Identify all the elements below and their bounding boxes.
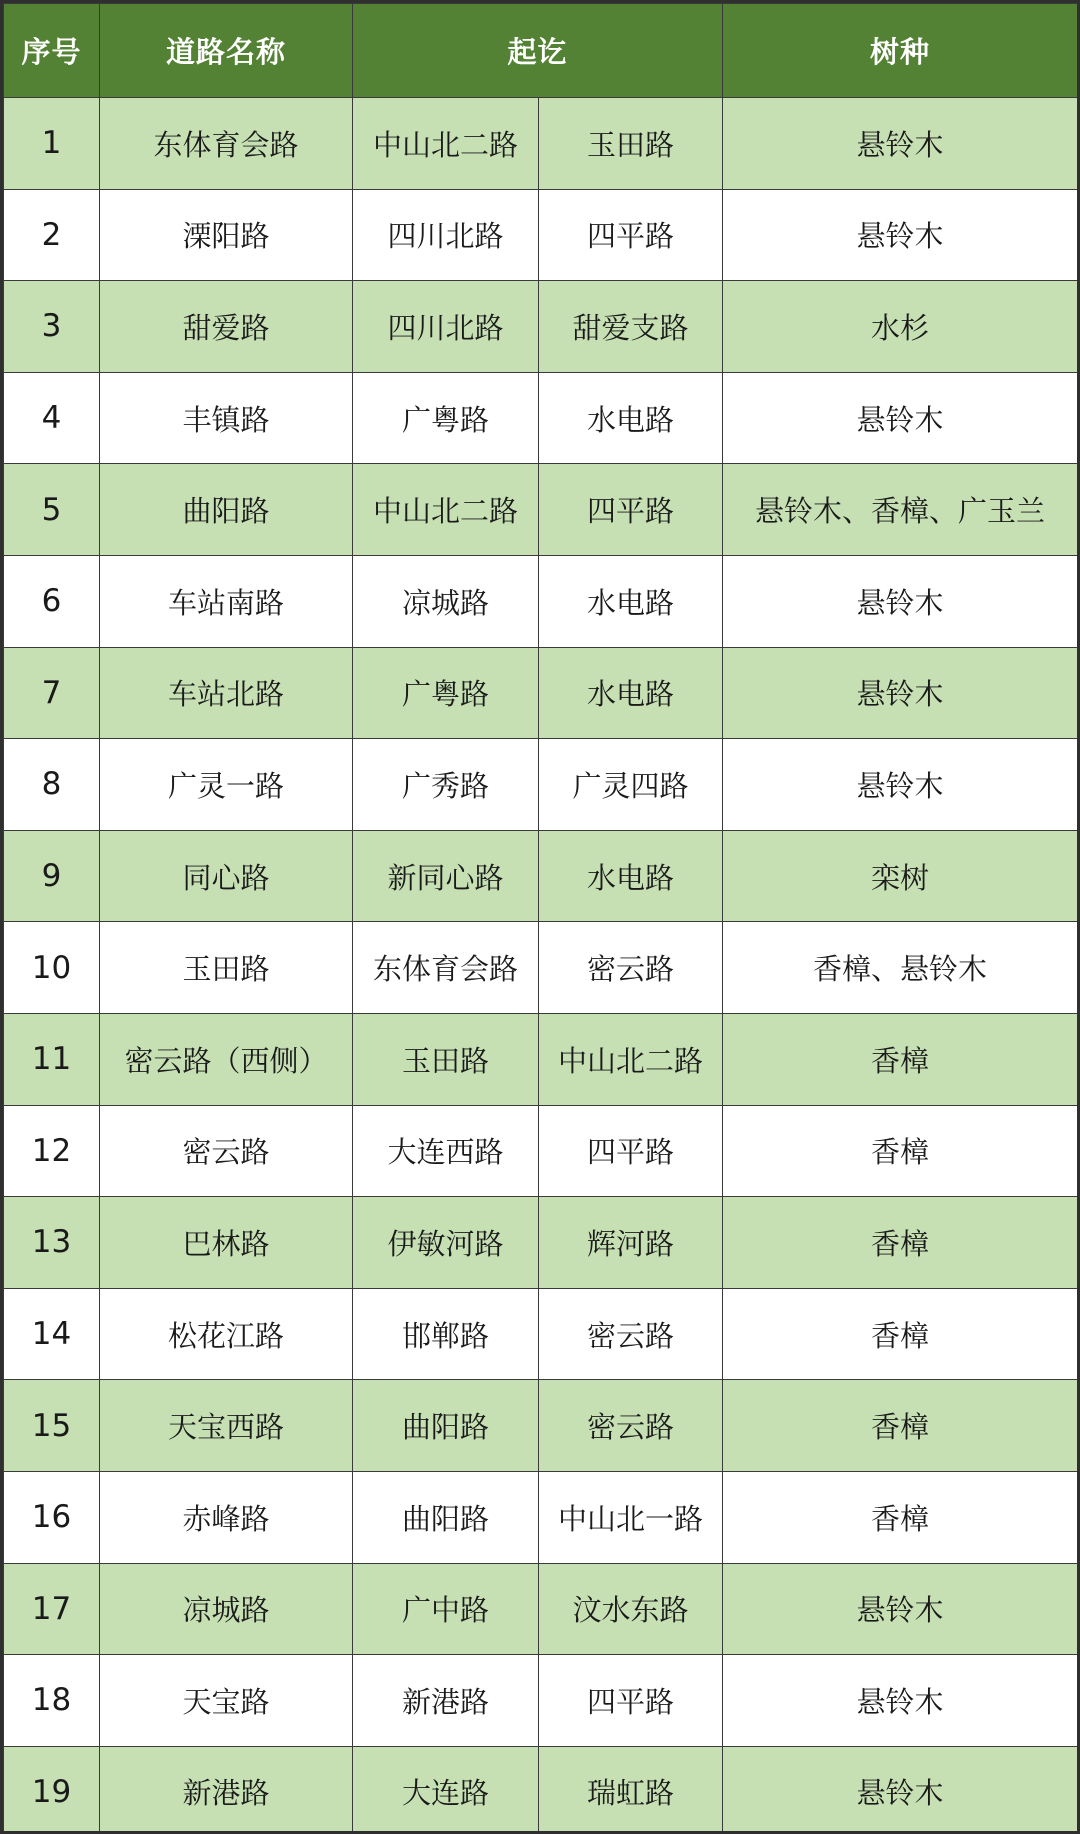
cell-seq: 14 — [4, 1288, 100, 1380]
cell-seq: 2 — [4, 189, 100, 281]
cell-range-start: 大连路 — [353, 1746, 539, 1834]
cell-seq: 12 — [4, 1105, 100, 1197]
cell-road-name: 凉城路 — [100, 1563, 353, 1655]
cell-seq: 4 — [4, 372, 100, 464]
cell-range-start: 凉城路 — [353, 555, 539, 647]
cell-seq: 3 — [4, 281, 100, 373]
header-tree: 树种 — [723, 4, 1078, 98]
cell-road-name: 天宝路 — [100, 1655, 353, 1747]
cell-tree-species: 香樟 — [723, 1471, 1078, 1563]
cell-road-name: 密云路（西侧） — [100, 1013, 353, 1105]
cell-range-end: 甜爱支路 — [539, 281, 723, 373]
cell-range-start: 广粤路 — [353, 372, 539, 464]
cell-range-start: 广中路 — [353, 1563, 539, 1655]
table-row — [4, 739, 1078, 831]
table-row — [4, 1471, 1078, 1563]
cell-seq: 7 — [4, 647, 100, 739]
cell-range-end: 四平路 — [539, 1655, 723, 1747]
cell-tree-species: 香樟 — [723, 1013, 1078, 1105]
cell-range-end: 汶水东路 — [539, 1563, 723, 1655]
cell-range-start: 伊敏河路 — [353, 1197, 539, 1289]
table-row — [4, 830, 1078, 922]
table-row — [4, 1655, 1078, 1747]
table-row — [4, 555, 1078, 647]
cell-tree-species: 悬铃木 — [723, 739, 1078, 831]
cell-seq: 6 — [4, 555, 100, 647]
cell-tree-species: 悬铃木 — [723, 98, 1078, 190]
cell-range-end: 四平路 — [539, 464, 723, 556]
cell-range-start: 玉田路 — [353, 1013, 539, 1105]
cell-range-end: 广灵四路 — [539, 739, 723, 831]
cell-road-name: 广灵一路 — [100, 739, 353, 831]
cell-range-end: 中山北一路 — [539, 1471, 723, 1563]
cell-road-name: 赤峰路 — [100, 1471, 353, 1563]
cell-range-end: 瑞虹路 — [539, 1746, 723, 1834]
cell-tree-species: 香樟 — [723, 1197, 1078, 1289]
cell-seq: 5 — [4, 464, 100, 556]
cell-road-name: 玉田路 — [100, 922, 353, 1014]
table-row — [4, 922, 1078, 1014]
cell-seq: 10 — [4, 922, 100, 1014]
cell-seq: 13 — [4, 1197, 100, 1289]
table-row — [4, 464, 1078, 556]
cell-tree-species: 悬铃木 — [723, 1563, 1078, 1655]
cell-tree-species: 悬铃木 — [723, 555, 1078, 647]
table-row — [4, 1197, 1078, 1289]
table-row — [4, 1013, 1078, 1105]
cell-tree-species: 香樟 — [723, 1380, 1078, 1472]
cell-tree-species: 栾树 — [723, 830, 1078, 922]
cell-seq: 9 — [4, 830, 100, 922]
cell-range-end: 水电路 — [539, 647, 723, 739]
cell-tree-species: 悬铃木、香樟、广玉兰 — [723, 464, 1078, 556]
cell-range-end: 水电路 — [539, 372, 723, 464]
table-row — [4, 281, 1078, 373]
cell-range-end: 玉田路 — [539, 98, 723, 190]
cell-seq: 17 — [4, 1563, 100, 1655]
cell-tree-species: 悬铃木 — [723, 647, 1078, 739]
cell-range-start: 曲阳路 — [353, 1471, 539, 1563]
cell-range-start: 东体育会路 — [353, 922, 539, 1014]
cell-range-start: 中山北二路 — [353, 98, 539, 190]
cell-road-name: 曲阳路 — [100, 464, 353, 556]
cell-range-end: 水电路 — [539, 830, 723, 922]
cell-range-start: 曲阳路 — [353, 1380, 539, 1472]
cell-range-start: 中山北二路 — [353, 464, 539, 556]
header-range: 起讫 — [353, 4, 723, 98]
cell-tree-species: 悬铃木 — [723, 189, 1078, 281]
cell-range-end: 密云路 — [539, 1288, 723, 1380]
cell-tree-species: 水杉 — [723, 281, 1078, 373]
table-row — [4, 372, 1078, 464]
table-row — [4, 1380, 1078, 1472]
cell-tree-species: 香樟、悬铃木 — [723, 922, 1078, 1014]
cell-range-end: 四平路 — [539, 1105, 723, 1197]
cell-seq: 15 — [4, 1380, 100, 1472]
cell-range-start: 邯郸路 — [353, 1288, 539, 1380]
cell-range-end: 水电路 — [539, 555, 723, 647]
cell-road-name: 新港路 — [100, 1746, 353, 1834]
cell-road-name: 车站北路 — [100, 647, 353, 739]
table-row — [4, 1105, 1078, 1197]
cell-range-start: 大连西路 — [353, 1105, 539, 1197]
cell-tree-species: 悬铃木 — [723, 1655, 1078, 1747]
cell-road-name: 巴林路 — [100, 1197, 353, 1289]
cell-seq: 11 — [4, 1013, 100, 1105]
data-table — [3, 3, 1078, 1834]
cell-road-name: 溧阳路 — [100, 189, 353, 281]
header-road: 道路名称 — [100, 4, 353, 98]
cell-seq: 18 — [4, 1655, 100, 1747]
header-seq: 序号 — [4, 4, 100, 98]
cell-range-start: 新同心路 — [353, 830, 539, 922]
cell-range-end: 密云路 — [539, 922, 723, 1014]
cell-seq: 8 — [4, 739, 100, 831]
table-body — [4, 98, 1078, 1834]
cell-road-name: 丰镇路 — [100, 372, 353, 464]
cell-road-name: 东体育会路 — [100, 98, 353, 190]
cell-range-start: 广粤路 — [353, 647, 539, 739]
table-row — [4, 1563, 1078, 1655]
cell-range-start: 广秀路 — [353, 739, 539, 831]
cell-range-start: 四川北路 — [353, 281, 539, 373]
cell-tree-species: 悬铃木 — [723, 1746, 1078, 1834]
table-header — [4, 4, 1078, 98]
cell-road-name: 天宝西路 — [100, 1380, 353, 1472]
header-row — [4, 4, 1078, 98]
table-row — [4, 189, 1078, 281]
cell-range-end: 四平路 — [539, 189, 723, 281]
cell-road-name: 甜爱路 — [100, 281, 353, 373]
cell-range-end: 辉河路 — [539, 1197, 723, 1289]
cell-road-name: 松花江路 — [100, 1288, 353, 1380]
cell-tree-species: 悬铃木 — [723, 372, 1078, 464]
table-row — [4, 98, 1078, 190]
table-row — [4, 1746, 1078, 1834]
cell-range-end: 密云路 — [539, 1380, 723, 1472]
table-row — [4, 647, 1078, 739]
table-row — [4, 1288, 1078, 1380]
cell-road-name: 密云路 — [100, 1105, 353, 1197]
cell-road-name: 同心路 — [100, 830, 353, 922]
cell-seq: 1 — [4, 98, 100, 190]
cell-seq: 19 — [4, 1746, 100, 1834]
cell-road-name: 车站南路 — [100, 555, 353, 647]
cell-seq: 16 — [4, 1471, 100, 1563]
cell-range-end: 中山北二路 — [539, 1013, 723, 1105]
cell-range-start: 四川北路 — [353, 189, 539, 281]
cell-range-start: 新港路 — [353, 1655, 539, 1747]
cell-tree-species: 香樟 — [723, 1288, 1078, 1380]
cell-tree-species: 香樟 — [723, 1105, 1078, 1197]
